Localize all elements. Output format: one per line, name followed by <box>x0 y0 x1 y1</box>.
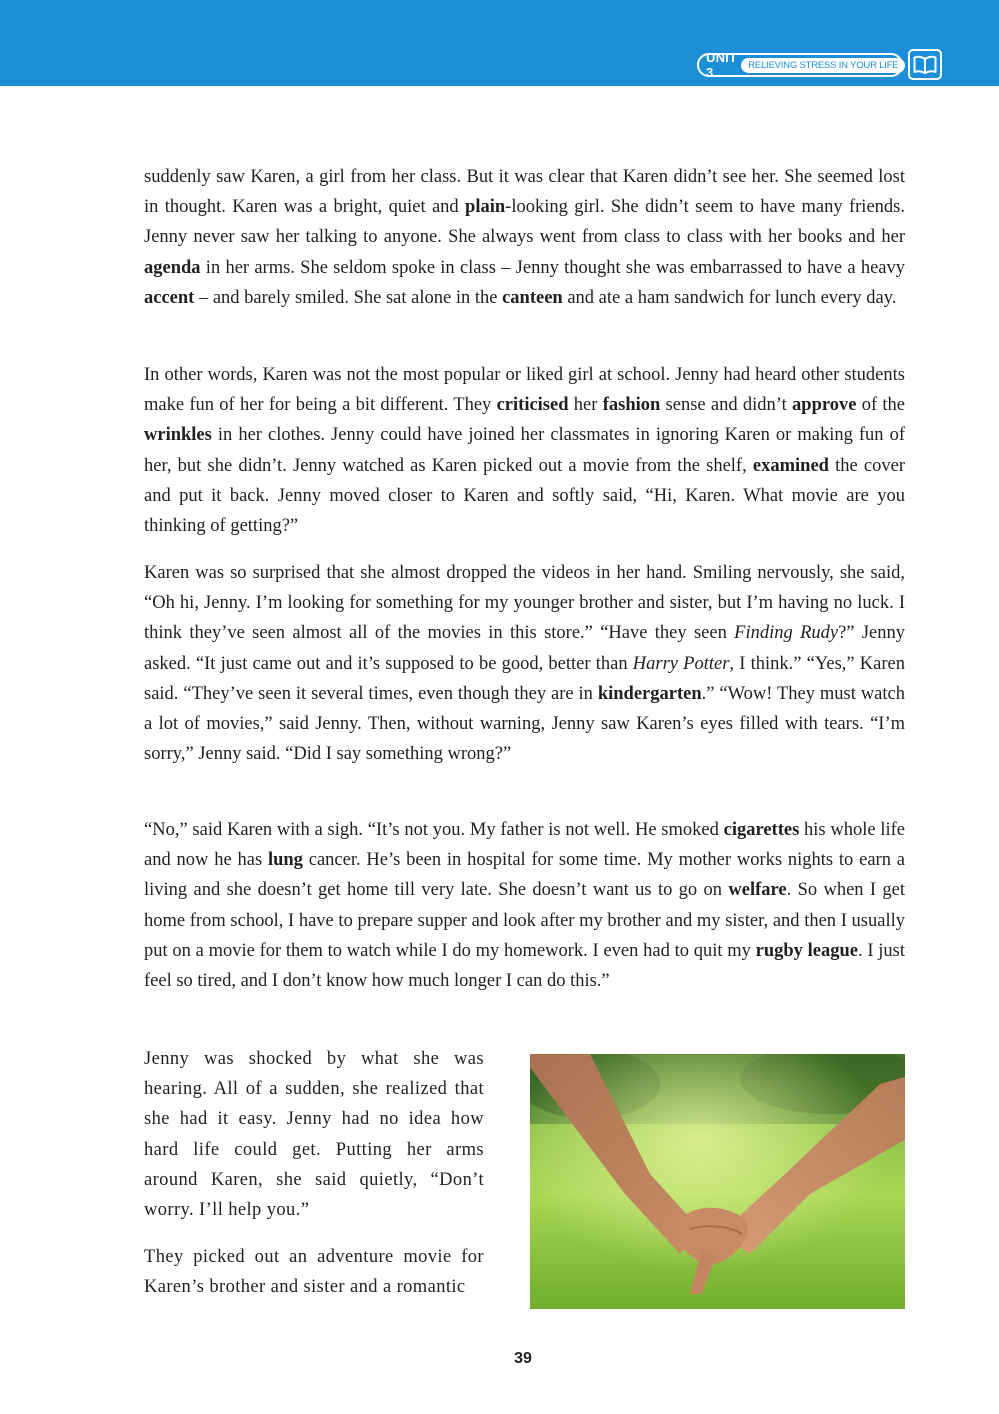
text-run: sense and didn’t <box>660 395 793 416</box>
paragraph-2 <box>144 360 905 541</box>
vocab-word-accent: accent <box>144 287 195 308</box>
text-run: Karen was so surprised that she almost dropped the videos in her hand. Smiling nervously, she said, “Oh hi, Jenny. I’m looking for something for my younger brother and sister, but I’m having no luck. I think they’ve seen almost all of the movies in this store.” “Have they seen <box>144 563 905 644</box>
paragraph-5: Jenny was shocked by what she was hearing. All of a sudden, she realized that she had it easy. Jenny had no idea how hard life could get. Putting her arms around Karen, she said quietly, “Don’t worry. I’ll help you.” <box>144 1049 484 1221</box>
text-run: – and barely smiled. She sat alone in the <box>194 287 503 308</box>
text-run: “No,” said Karen with a sigh. “It’s not you. My father is not well. He smoked <box>144 820 724 840</box>
paragraph-1 <box>144 162 905 313</box>
vocab-word-canteen: canteen <box>502 287 563 308</box>
book-icon <box>908 49 942 80</box>
holding-hands-photo <box>530 1054 905 1309</box>
vocab-word-fashion: fashion <box>602 395 661 416</box>
text-run: in her arms. She seldom spoke in class – Jenny thought she was embarrassed to have a heavy <box>200 257 905 278</box>
paragraph-6: They picked out an adventure movie for Karen’s brother and sister and a romantic <box>144 1247 484 1298</box>
text-run: .” “Wow! They must watch a lot of movies,” said Jenny. Then, without warning, Jenny saw Karen’s eyes filled with tears. “I’m sorry,” Jenny said. “Did I say something wrong?” <box>144 683 905 765</box>
unit-title: RELIEVING STRESS IN YOUR LIFE <box>741 58 905 73</box>
paragraph-4 <box>144 815 905 996</box>
vocab-word-kindergarten: kindergarten <box>597 683 702 704</box>
movie-title: Finding Rudy <box>734 623 839 644</box>
text-run: . I just feel so tired, and I don’t know how much longer I can do this.” <box>144 940 906 992</box>
text-run: the cover and put it back. Jenny moved closer to Karen and softly said, “Hi, Karen. What movie are you thinking of getting?” <box>144 455 905 537</box>
text-run: and ate a ham sandwich for lunch every day. <box>562 287 897 308</box>
vocab-word-rugby-league: rugby league <box>755 940 859 961</box>
text-run: suddenly saw Karen, a girl from her class. But it was clear that Karen didn’t see her. She seemed lost in thought. Karen was a bright, quiet and <box>144 167 905 218</box>
vocab-word-wrinkles: wrinkles <box>144 425 212 446</box>
vocab-word-lung: lung <box>267 850 303 871</box>
unit-label: UNIT 3 <box>706 50 738 80</box>
text-run: cancer. He’s been in hospital for some time. My mother works nights to earn a living and she doesn’t get home till very late. She doesn’t want us to go on <box>144 850 905 901</box>
text-run: ?” Jenny asked. “It just came out and it’s supposed to be good, better than <box>144 623 906 674</box>
text-run: . So when I get home from school, I have to prepare supper and look after my brother and my sister, and then I usually put on a movie for them to watch while I do my homework. I even had to quit my <box>144 880 905 961</box>
vocab-word-plain: plain <box>465 197 506 218</box>
vocab-word-cigarettes: cigarettes <box>723 820 800 840</box>
text-run: his whole life and now he has <box>144 820 906 871</box>
movie-title: Harry Potter <box>632 653 730 674</box>
text-run: In other words, Karen was not the most popular or liked girl at school. Jenny had heard other students make fun of her for being a bit different. They <box>144 365 905 416</box>
text-run: in her clothes. Jenny could have joined her classmates in ignoring Karen or making fun of her, but she didn’t. Jenny watched as Karen picked out a movie from the shelf, <box>144 425 905 476</box>
vocab-word-criticised: criticised <box>496 395 569 416</box>
paragraph-3 <box>144 558 905 769</box>
page-number: 39 <box>514 1350 532 1367</box>
vocab-word-examined: examined <box>752 455 829 476</box>
vocab-word-welfare: welfare <box>728 880 787 901</box>
unit-badge <box>697 50 903 80</box>
text-run: , I think.” “Yes,” Karen said. “They’ve seen it several times, even though they are in <box>144 653 905 704</box>
vocab-word-approve: approve <box>792 395 857 416</box>
text-run: her <box>568 395 603 416</box>
text-run: -looking girl. She didn’t seem to have many friends. Jenny never saw her talking to anyone. She always went from class to class with her books and her <box>144 197 905 248</box>
vocab-word-agenda: agenda <box>144 257 201 278</box>
text-run: of the <box>856 395 906 416</box>
